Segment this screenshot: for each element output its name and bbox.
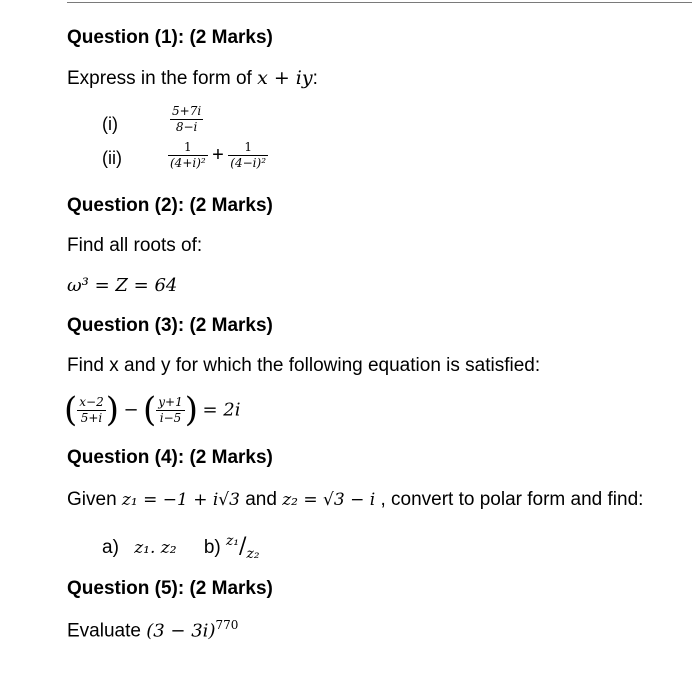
- q4-given: Given z₁ = −1 + i√3 and z₂ = √3 − i , convert to polar form and find:: [67, 489, 644, 510]
- q1-heading: Question (1): (2 Marks): [67, 27, 273, 48]
- q1-prompt: Express in the form of x + iy:: [67, 67, 318, 89]
- q2-equation: ω³ = Z = 64: [67, 275, 178, 296]
- q4-heading: Question (4): (2 Marks): [67, 447, 273, 468]
- q5-prompt: Evaluate $(3 - 3i)^{770}$: [67, 618, 239, 642]
- top-rule: [67, 2, 692, 3]
- q3-equation: ( $\frac{x-2}{5+i}$ ) − ( $\frac{y+1}{i-5}$ ) = 2i: [64, 390, 241, 430]
- q1-part-ii-expression: $\frac{1}{\text{(4+i)²}}$ + $\frac{1}{\text{(4−i)²}}$: [170, 140, 266, 170]
- q2-prompt: Find all roots of:: [67, 235, 203, 256]
- q1-part-ii-label: (ii): [102, 148, 122, 168]
- q5-heading: Question (5): (2 Marks): [67, 578, 273, 599]
- q1-part-i-label: (i): [102, 114, 118, 134]
- q3-prompt: Find x and y for which the following equation is satisfied:: [67, 355, 541, 376]
- q1-part-i-fraction: $\frac{5+7i}{8-i}$: [172, 104, 202, 134]
- q3-heading: Question (3): (2 Marks): [67, 315, 273, 336]
- q4-parts: a) z₁. z₂ b) $^{z_1}/_{z_2}$: [102, 533, 260, 562]
- q2-heading: Question (2): (2 Marks): [67, 195, 273, 216]
